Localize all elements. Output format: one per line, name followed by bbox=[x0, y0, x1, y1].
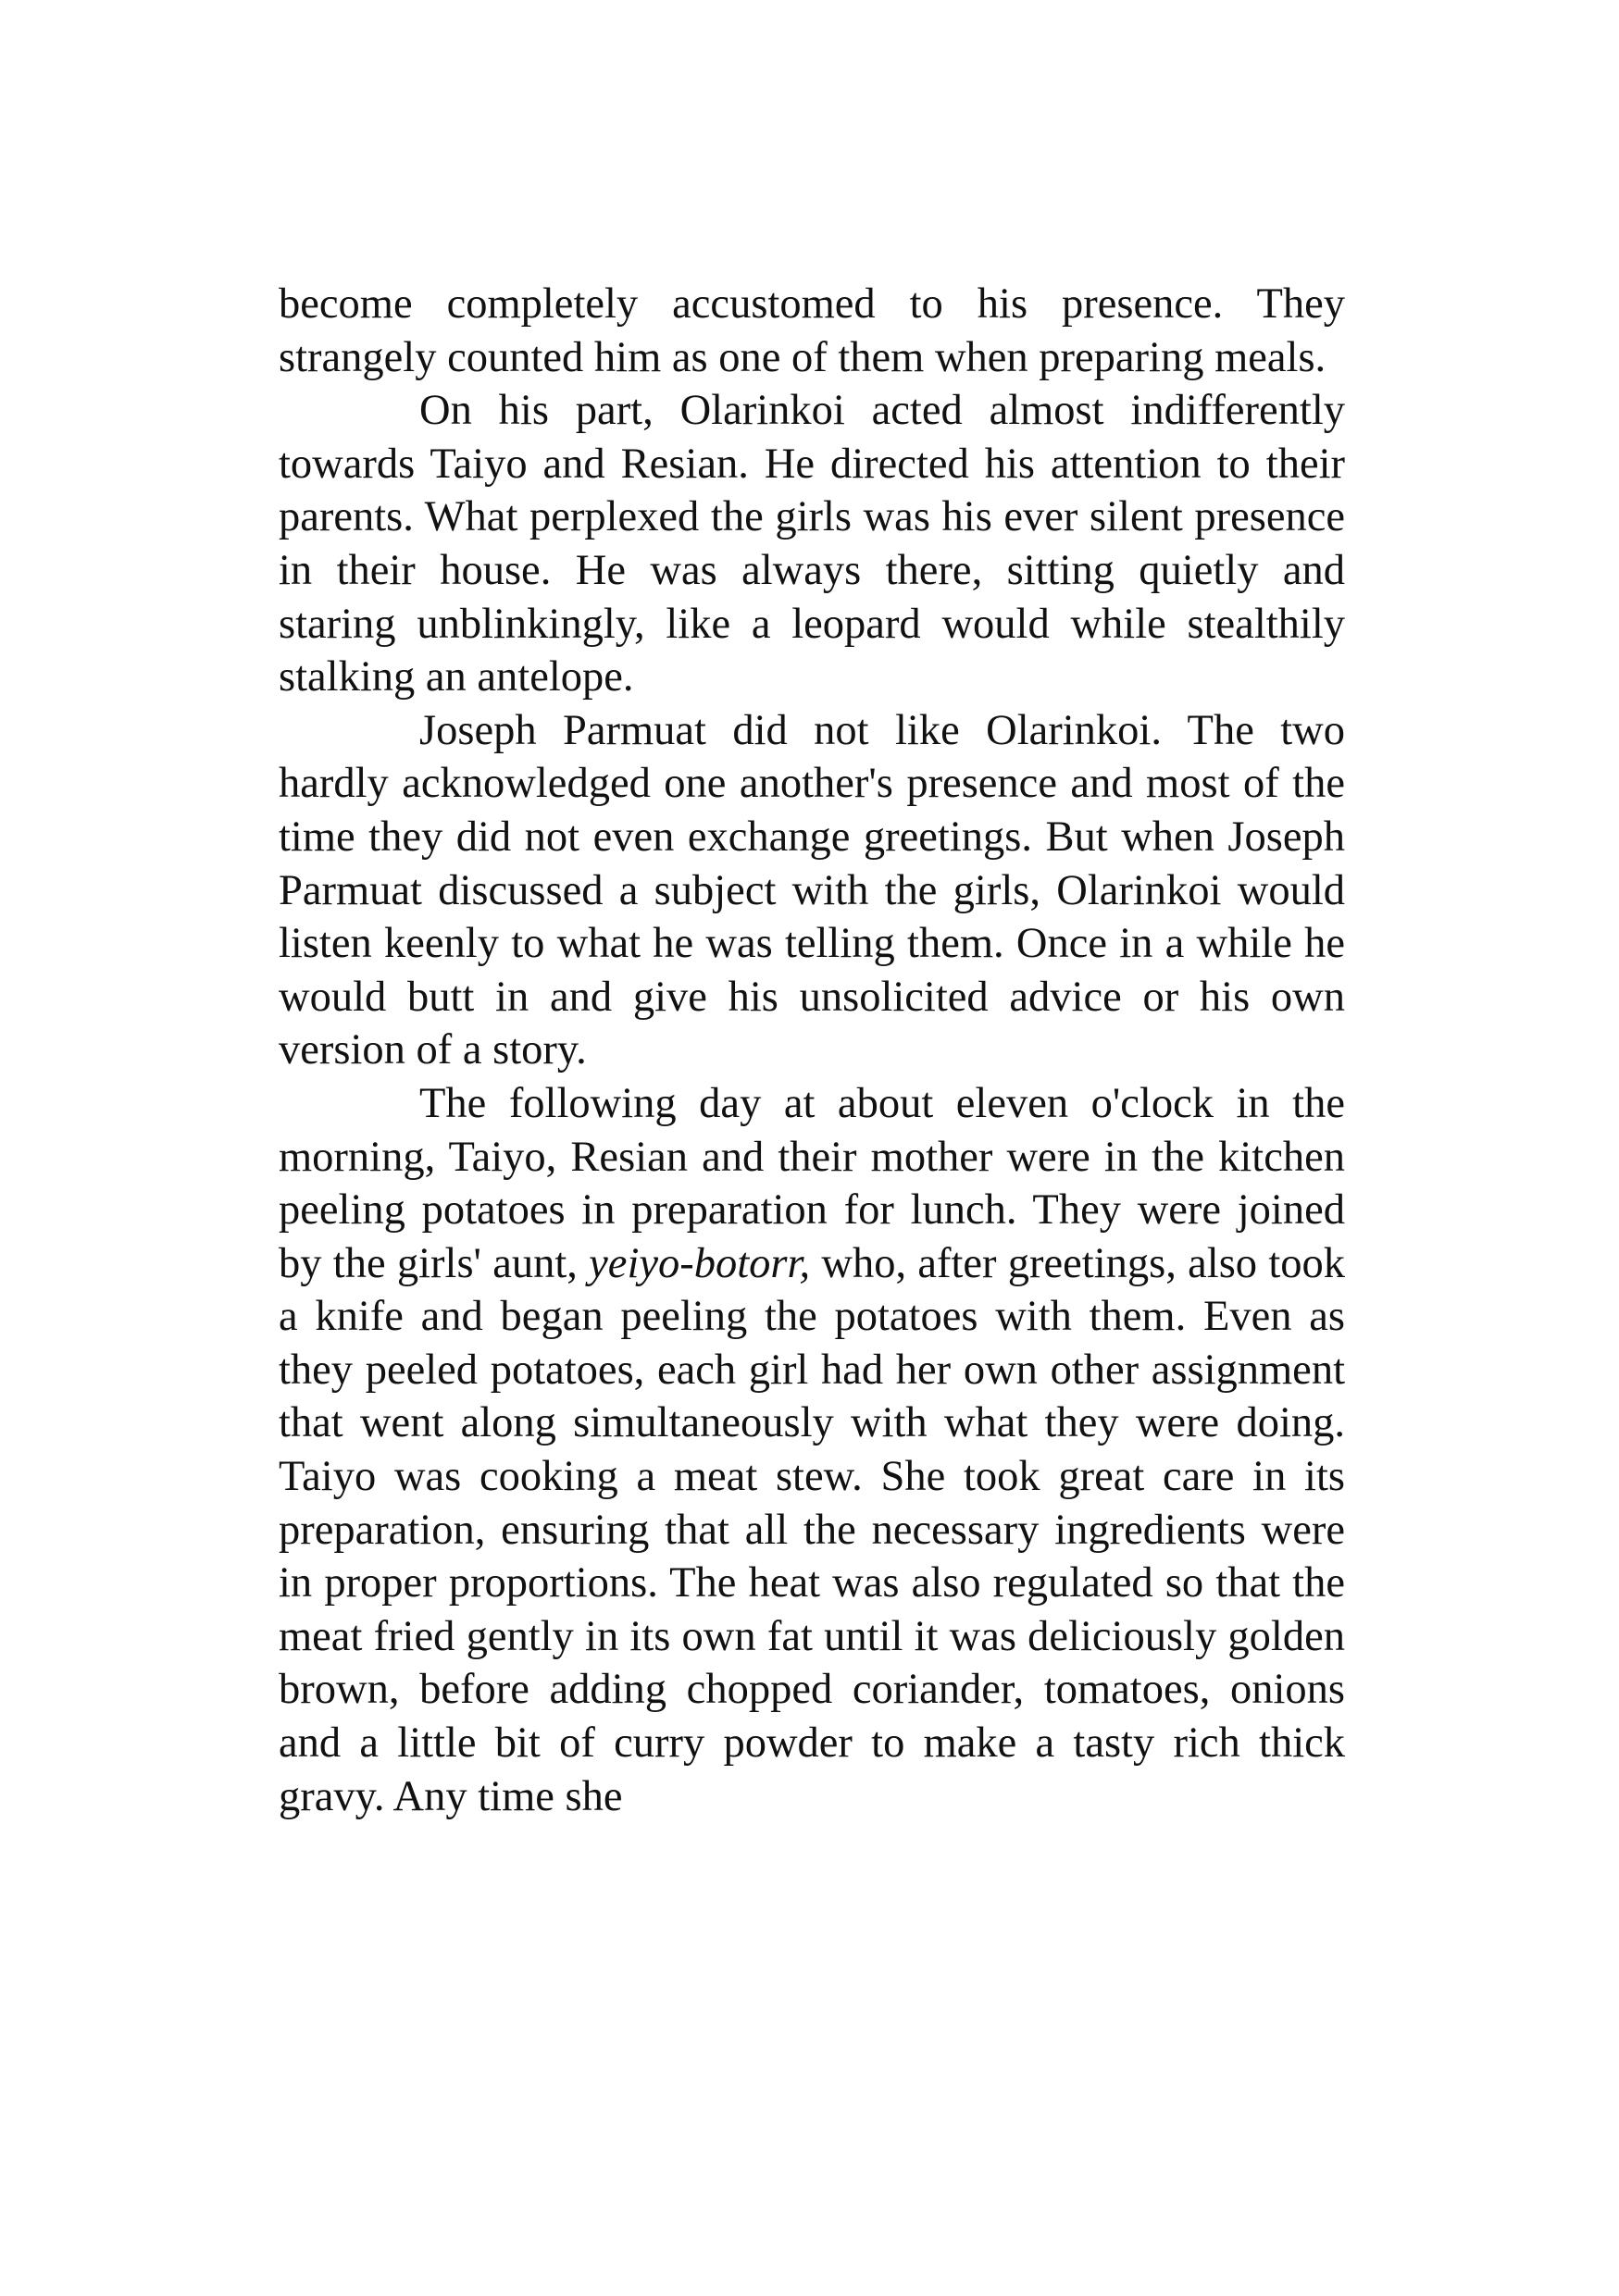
body-text bbox=[279, 278, 1345, 1823]
paragraph-joseph-parmuat: Joseph Parmuat did not like Olarinkoi. The two hardly acknowledged one another's presence and most of the time they did not even exchange greetings. But when Joseph Parmuat discussed a subject with the girls, Olarinkoi would listen keenly to what he was telling them. Once in a while he would butt in and give his unsolicited advice or his own version of a story. bbox=[279, 706, 1345, 1074]
italic-term-yeiyo-botorr: yeiyo-botorr, bbox=[589, 1239, 811, 1287]
paragraph-continuation: become completely accustomed to his presence. They strangely counted him as one of them when preparing meals. bbox=[279, 280, 1345, 381]
kitchen-text-before-italic: The following day at about eleven o'clock in the morning, Taiyo, Resian and their mother were in the kitchen peeling potatoes in preparation for lunch. They were joined by the girls' aunt, bbox=[279, 1079, 1345, 1287]
paragraph-olarinkoi-indifference: On his part, Olarinkoi acted almost indifferently towards Taiyo and Resian. He directed his attention to their parents. What perplexed the girls was his ever silent presence in their house. He was always there, sitting quietly and staring unblinkingly, like a leopard would while stealthily stalking an antelope. bbox=[279, 387, 1345, 701]
paragraph-kitchen-scene bbox=[279, 1077, 1345, 1823]
kitchen-text-after-italic: who, after greetings, also took a knife and began peeling the potatoes with them. Even as they peeled potatoes, each girl had her own other assignment that went along simultaneously with what they were doing. Taiyo was cooking a meat stew. She took great care in its preparation, ensuring that all the necessary ingredients were in proper proportions. The heat was also regulated so that the meat fried gently in its own fat until it was deliciously golden brown, before adding chopped coriander, tomatoes, onions and a little bit of curry powder to make a tasty rich thick gravy. Any time she bbox=[279, 1239, 1345, 1820]
